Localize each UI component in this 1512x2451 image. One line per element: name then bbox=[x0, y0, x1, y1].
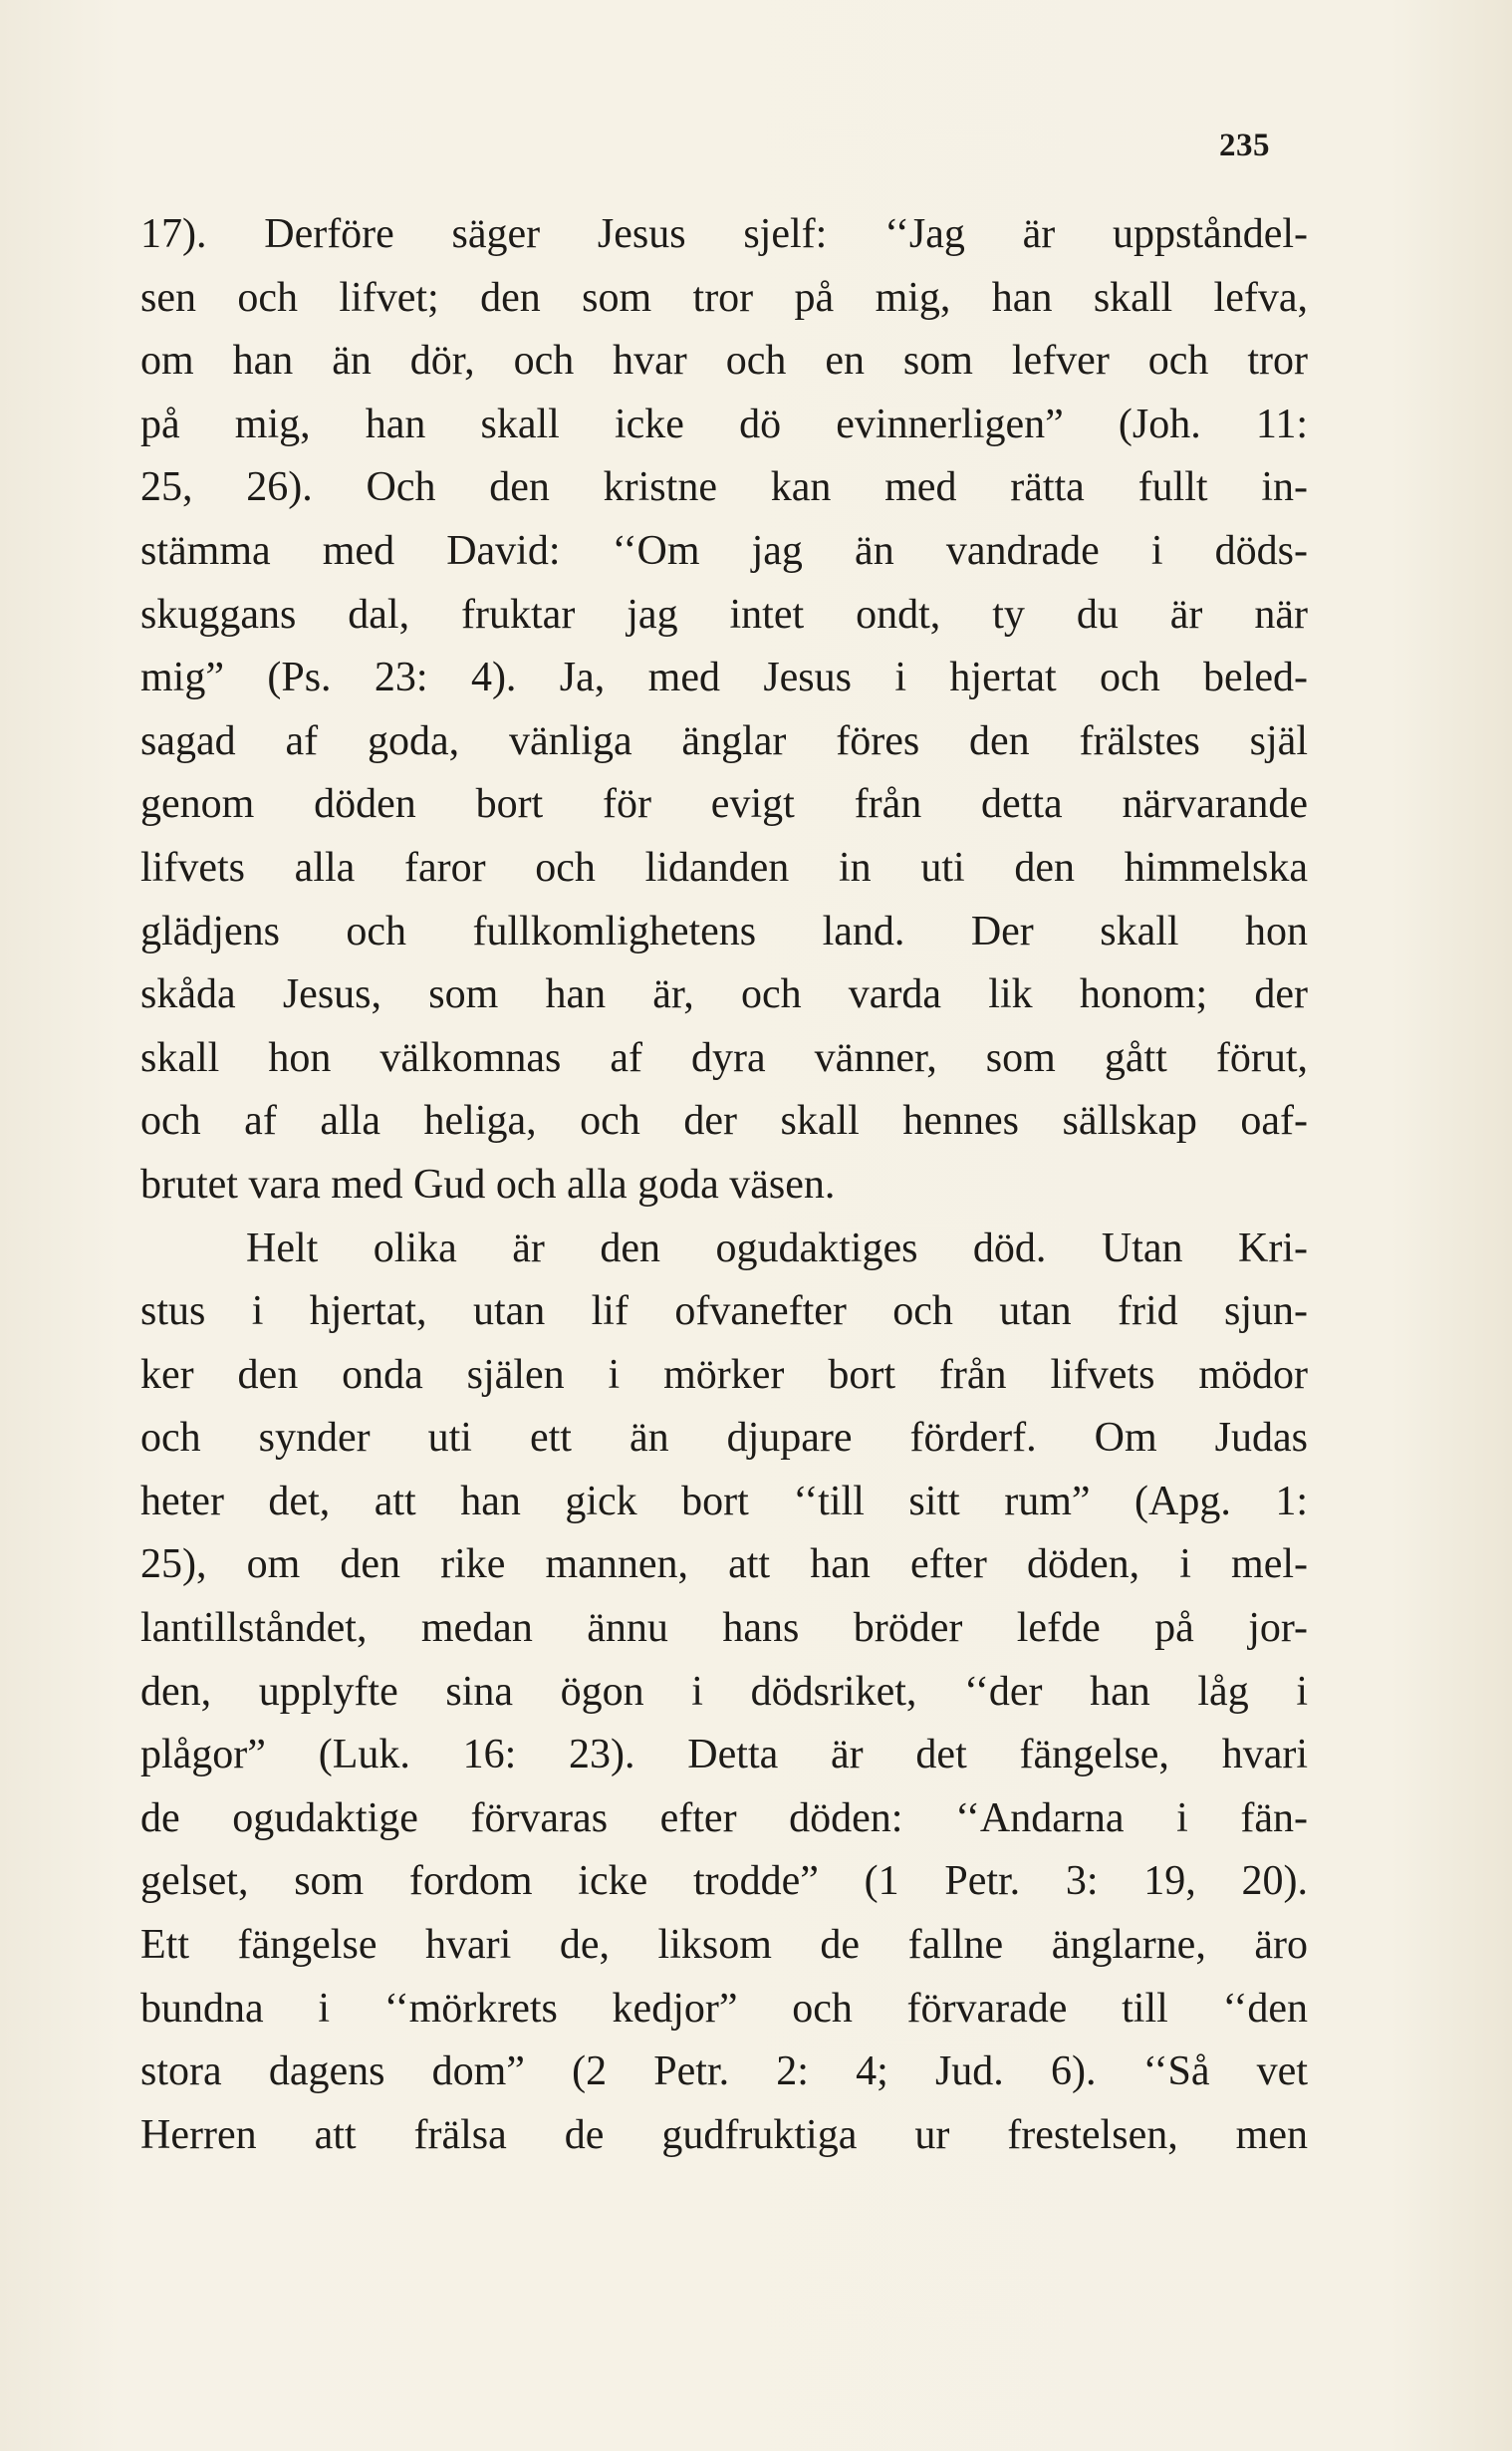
text-line: skall hon välkomnas af dyra vänner, som gått förut, bbox=[140, 1034, 1308, 1081]
text-line: den, upplyfte sina ögon i dödsriket, ‘‘der han låg i bbox=[140, 1668, 1308, 1715]
text-line: sen och lifvet; den som tror på mig, han skall lefva, bbox=[140, 274, 1308, 321]
text-line: glädjens och fullkomlighetens land. Der skall hon bbox=[140, 908, 1308, 954]
text-line: bundna i ‘‘mörkrets kedjor” och förvarade till ‘‘den bbox=[140, 1985, 1308, 2032]
page-number: 235 bbox=[1219, 128, 1270, 163]
text-line: stora dagens dom” (2 Petr. 2: 4; Jud. 6). ‘‘Så vet bbox=[140, 2048, 1308, 2095]
text-line: om han än dör, och hvar och en som lefver och tror bbox=[140, 338, 1308, 385]
text-line: 17). Derföre säger Jesus sjelf: ‘‘Jag är uppståndel- bbox=[140, 211, 1308, 257]
text-line: lantillståndet, medan ännu hans bröder lefde på jor- bbox=[140, 1605, 1308, 1652]
text-line: brutet vara med Gud och alla goda väsen. bbox=[140, 1161, 836, 1208]
text-line: genom döden bort för evigt från detta närvarande bbox=[140, 781, 1308, 828]
text-line: 25), om den rike mannen, att han efter döden, i mel- bbox=[140, 1541, 1308, 1588]
text-line: stus i hjertat, utan lif ofvanefter och utan frid sjun- bbox=[140, 1288, 1308, 1335]
text-line: plågor” (Luk. 16: 23). Detta är det fängelse, hvari bbox=[140, 1732, 1308, 1778]
text-line: heter det, att han gick bort ‘‘till sitt rum” (Apg. 1: bbox=[140, 1478, 1308, 1524]
text-line: Helt olika är den ogudaktiges död. Utan Kri- bbox=[246, 1225, 1308, 1271]
body-text bbox=[140, 203, 1308, 2167]
text-line: ker den onda själen i mörker bort från lifvets mödor bbox=[140, 1351, 1308, 1398]
text-line: de ogudaktige förvaras efter döden: ‘‘Andarna i fän- bbox=[140, 1794, 1308, 1841]
text-line: och synder uti ett än djupare förderf. Om Judas bbox=[140, 1415, 1308, 1462]
text-line: stämma med David: ‘‘Om jag än vandrade i döds- bbox=[140, 527, 1308, 574]
text-line: skåda Jesus, som han är, och varda lik honom; der bbox=[140, 971, 1308, 1018]
text-line: och af alla heliga, och der skall hennes sällskap oaf- bbox=[140, 1098, 1308, 1145]
text-line: lifvets alla faror och lidanden in uti den himmelska bbox=[140, 844, 1308, 891]
text-line: sagad af goda, vänliga änglar föres den frälstes själ bbox=[140, 717, 1308, 764]
text-line: mig” (Ps. 23: 4). Ja, med Jesus i hjertat och beled- bbox=[140, 655, 1308, 701]
text-line: på mig, han skall icke dö evinnerligen” (Joh. 11: bbox=[140, 401, 1308, 447]
text-line: Herren att frälsa de gudfruktiga ur frestelsen, men bbox=[140, 2111, 1308, 2158]
text-line: 25, 26). Och den kristne kan med rätta fullt in- bbox=[140, 464, 1308, 511]
text-line: Ett fängelse hvari de, liksom de fallne änglarne, äro bbox=[140, 1922, 1308, 1969]
text-line: skuggans dal, fruktar jag intet ondt, ty du är när bbox=[140, 591, 1308, 638]
text-line: gelset, som fordom icke trodde” (1 Petr. 3: 19, 20). bbox=[140, 1858, 1308, 1905]
